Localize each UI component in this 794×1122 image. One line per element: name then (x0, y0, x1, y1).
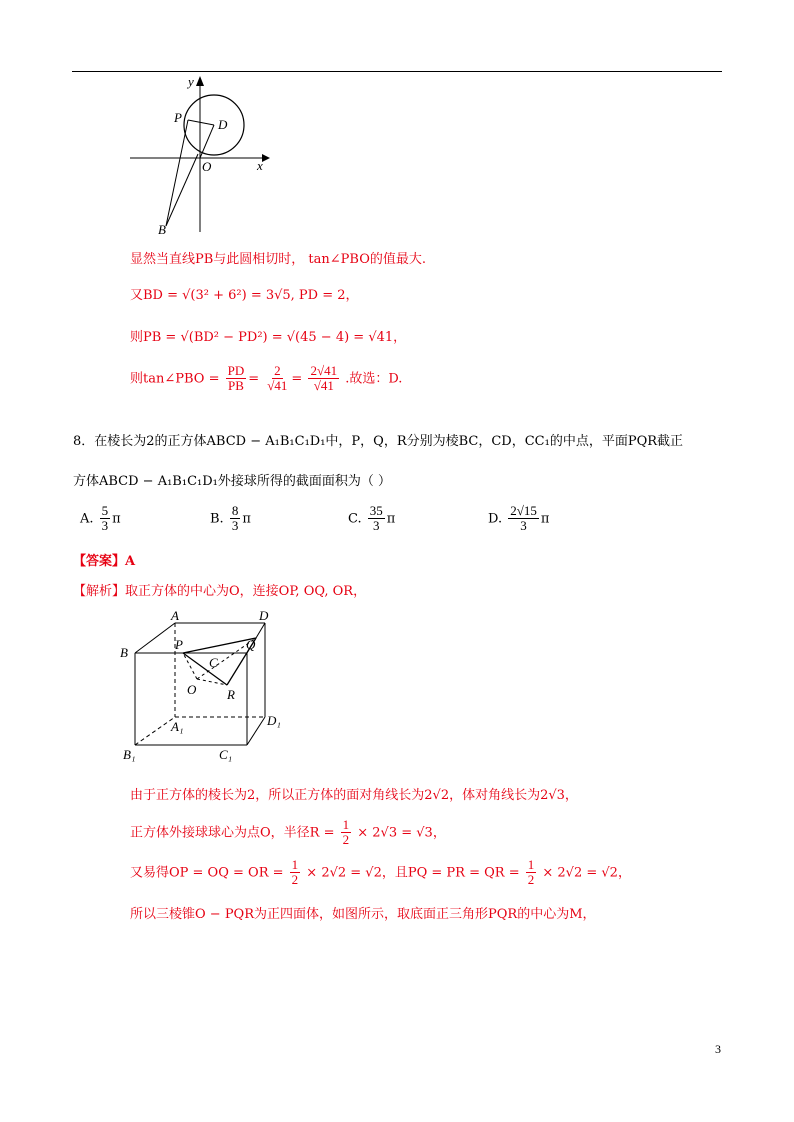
sol7-l4-prefix: 则tan∠PBO = (130, 371, 220, 387)
fig1-label-d: D (218, 117, 228, 132)
option-c: C. $\frac{35}{3}$ π (348, 503, 396, 534)
answer-label: 【答案】A (73, 554, 136, 569)
sol8-line-2: 正方体外接球球心为点O，半径R = $\frac{1}{2}$ × 2√3 = √3， (130, 817, 446, 848)
page-number: 3 (715, 1042, 721, 1056)
fig2-label-d1: D₁ (267, 713, 281, 728)
frac-2-root41: $\frac{2}{√41}$ (267, 363, 288, 394)
sol7-line-2: 又BD = √(3² + 6²) = 3√5, PD = 2， (130, 288, 359, 303)
fig2-label-b1: B₁ (123, 747, 136, 762)
fig2-label-d: D (259, 608, 269, 623)
frac-pd-pb: $\frac{PD}{PB}$ (227, 363, 245, 394)
fig1-label-b: B (158, 222, 166, 237)
sol8-line-4: 所以三棱锥O − PQR为正四面体，如图所示，取底面正三角形PQR的中心为M， (130, 907, 596, 922)
fig2-label-p: P (175, 637, 183, 652)
fig2-label-o: O (187, 682, 197, 697)
fig2-label-a1: A₁ (171, 719, 184, 734)
sol7-line-4: 则tan∠PBO = $\frac{PD}{PB}$ = $\frac{2}{√41}$ = $\frac{2√41}{√41}$ .故选：D. (130, 363, 403, 394)
frac-2root41-root41: $\frac{2√41}{√41}$ (310, 363, 338, 394)
sol7-line-3: 则PB = √(BD² − PD²) = √(45 − 4) = √41， (130, 330, 407, 345)
fig2-label-c: C (209, 655, 218, 670)
option-d: D. $\frac{2√15}{3}$ π (488, 503, 550, 534)
fig1-label-o: O (202, 159, 212, 174)
fig2-label-b: B (120, 645, 128, 660)
analysis-intro: 【解析】取正方体的中心为O，连接OP, OQ, OR， (73, 584, 367, 599)
q8-stem-line-1: 8．在棱长为2的正方体ABCD − A₁B₁C₁D₁中，P，Q，R分别为棱BC，CD，CC₁的中点，平面PQR截正 (73, 434, 684, 449)
sol7-l4-suffix: .故选：D. (345, 371, 403, 387)
option-b: B. $\frac{8}{3}$ π (210, 503, 251, 534)
fig2-label-r: R (227, 687, 235, 702)
sol8-line-1: 由于正方体的棱长为2，所以正方体的面对角线长为2√2，体对角线长为2√3， (130, 788, 578, 803)
fig1-label-p: P (174, 110, 182, 125)
fig2-label-q: Q (246, 637, 256, 652)
option-a: A. $\frac{5}{3}$ π (80, 503, 121, 534)
circle-tangent-figure (130, 72, 280, 237)
fig1-label-x: x (257, 158, 263, 173)
sol7-line-1: 显然当直线PB与此圆相切时， tan∠PBO的值最大. (130, 252, 427, 267)
q8-stem-line-2: 方体ABCD − A₁B₁C₁D₁外接球所得的截面面积为（ ） (73, 474, 391, 489)
fig2-label-a: A (171, 608, 179, 623)
fig1-label-y: y (188, 74, 194, 89)
fig2-label-c1: C₁ (219, 747, 233, 762)
cube-figure (115, 605, 305, 765)
sol8-line-3: 又易得OP = OQ = OR = $\frac{1}{2}$ × 2√2 = √2，且PQ = PR = QR = $\frac{1}{2}$ × 2√2 = √2， (130, 857, 631, 888)
